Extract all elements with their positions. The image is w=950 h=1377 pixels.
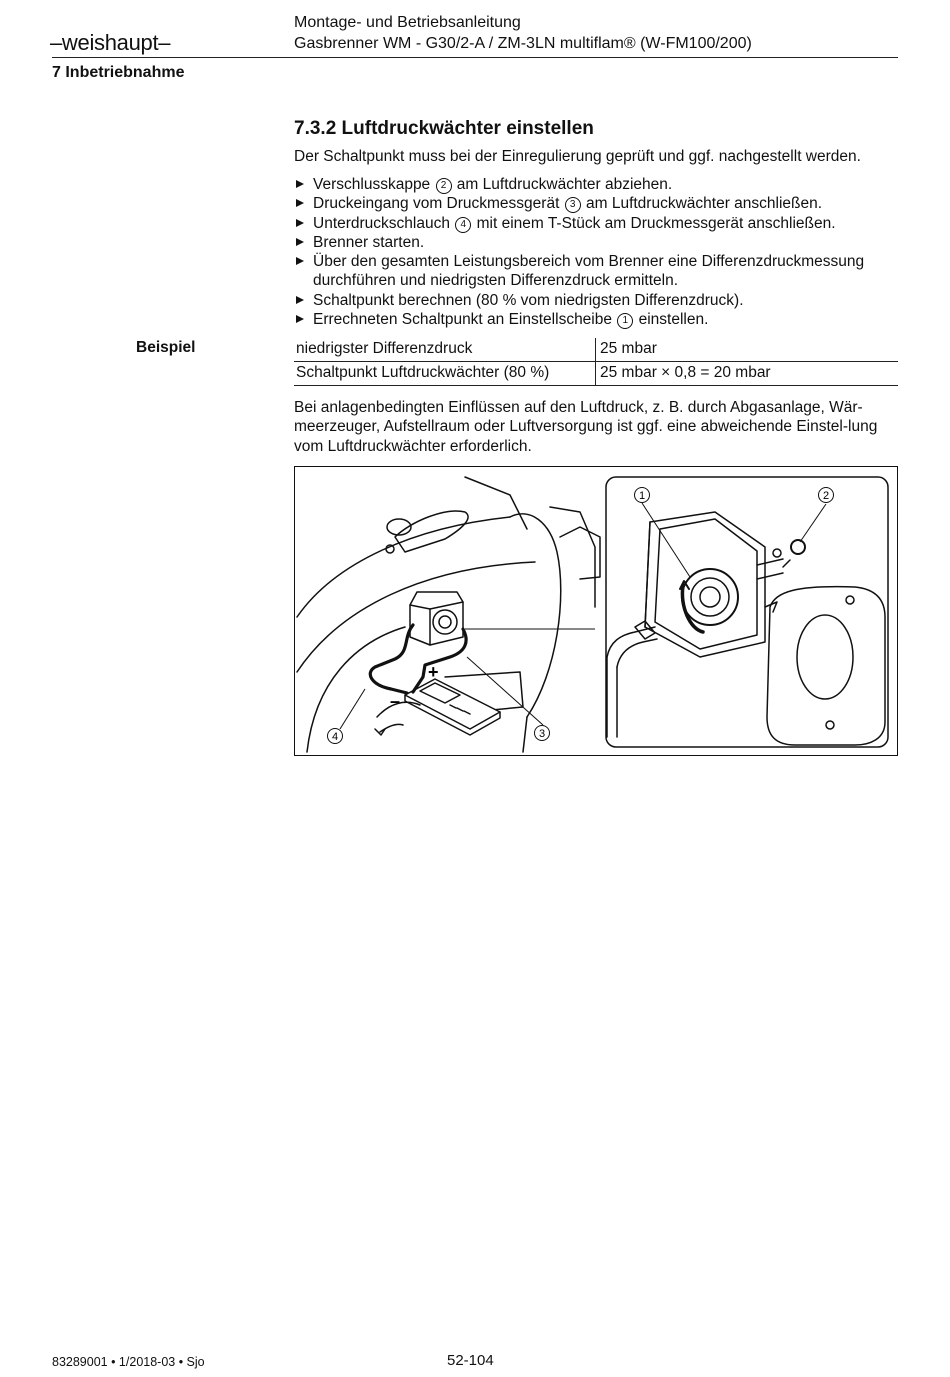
burner-housing-outline xyxy=(297,517,510,617)
table-row xyxy=(294,338,898,362)
illustration-figure xyxy=(294,466,898,756)
bullet-arrow-icon xyxy=(296,238,304,246)
step-item: Unterdruckschlauch 4 mit einem T-Stück am Druckmessgerät anschließen. xyxy=(294,214,904,233)
minus-sign: – xyxy=(390,691,401,711)
callout-number: 2 xyxy=(436,178,452,194)
header-manual-type: Montage- und Betriebsanleitung xyxy=(294,14,521,31)
step-item: Über den gesamten Leistungsbereich vom Brenner eine Differenzdruckmessung durchführen und niedrigsten Differenzdruck ermitteln. xyxy=(294,252,904,291)
callout-number: 1 xyxy=(617,313,633,329)
header-product: Gasbrenner WM - G30/2-A / ZM-3LN multiflam® (W-FM100/200) xyxy=(294,35,752,52)
svg-text:1: 1 xyxy=(638,490,646,502)
table-cell-value: 25 mbar xyxy=(596,338,899,362)
pressure-meter-device xyxy=(405,679,500,735)
note-paragraph: Bei anlagenbedingten Einflüssen auf den Luftdruck, z. B. durch Abgasanlage, Wär-meerzeuger, Aufstellraum oder Luftversorgung ist ggf. eine abweichende Einstel-lung vom Luftdruckwächter erforderlich. xyxy=(294,399,878,455)
cover-plate xyxy=(767,587,885,745)
svg-text:4: 4 xyxy=(331,731,339,743)
closure-cap xyxy=(791,540,805,554)
bullet-arrow-icon xyxy=(296,257,304,265)
footer-page-number: 52-104 xyxy=(447,1352,494,1369)
air-pressure-switch xyxy=(410,592,463,645)
table-cell-label: niedrigster Differenzdruck xyxy=(294,338,596,362)
footer-doc-id: 83289001 • 1/2018-03 • Sjo xyxy=(52,1355,205,1369)
section-title: 7.3.2 Luftdruckwächter einstellen xyxy=(294,118,594,139)
step-item: Druckeingang vom Druckmessgerät 3 am Luftdruckwächter anschließen. xyxy=(294,194,904,213)
callout-3 xyxy=(535,726,550,741)
example-label: Beispiel xyxy=(136,339,196,356)
svg-text:2: 2 xyxy=(822,490,830,502)
bullet-arrow-icon xyxy=(296,180,304,188)
burner-illustration xyxy=(295,467,899,757)
step-item: Schaltpunkt berechnen (80 % vom niedrigsten Differenzdruck). xyxy=(294,291,904,310)
header-divider xyxy=(52,57,898,58)
table-row xyxy=(294,362,898,386)
section-intro: Der Schaltpunkt muss bei der Einregulierung geprüft und ggf. nachgestellt werden. xyxy=(294,148,861,165)
callout-4 xyxy=(328,729,343,744)
svg-text:3: 3 xyxy=(538,728,546,740)
negative-pressure-hose xyxy=(370,625,413,693)
step-item: Verschlusskappe 2 am Luftdruckwächter abziehen. xyxy=(294,175,904,194)
table-cell-label: Schaltpunkt Luftdruckwächter (80 %) xyxy=(294,362,596,386)
bullet-arrow-icon xyxy=(296,219,304,227)
callout-number: 4 xyxy=(455,217,471,233)
bullet-arrow-icon xyxy=(296,199,304,207)
step-item: Errechneten Schaltpunkt an Einstellscheibe 1 einstellen. xyxy=(294,310,904,329)
callout-1 xyxy=(635,488,650,503)
chapter-title: 7 Inbetriebnahme xyxy=(52,64,185,81)
callout-2 xyxy=(819,488,834,503)
step-list xyxy=(294,175,904,329)
plus-sign: + xyxy=(428,662,439,682)
brand-logo: –weishaupt– xyxy=(50,30,171,55)
detail-panel xyxy=(606,477,888,747)
bullet-arrow-icon xyxy=(296,296,304,304)
callout-number: 3 xyxy=(565,197,581,213)
bullet-arrow-icon xyxy=(296,315,304,323)
table-cell-value: 25 mbar × 0,8 = 20 mbar xyxy=(596,362,899,386)
example-table xyxy=(294,338,898,386)
step-item: Brenner starten. xyxy=(294,233,904,252)
